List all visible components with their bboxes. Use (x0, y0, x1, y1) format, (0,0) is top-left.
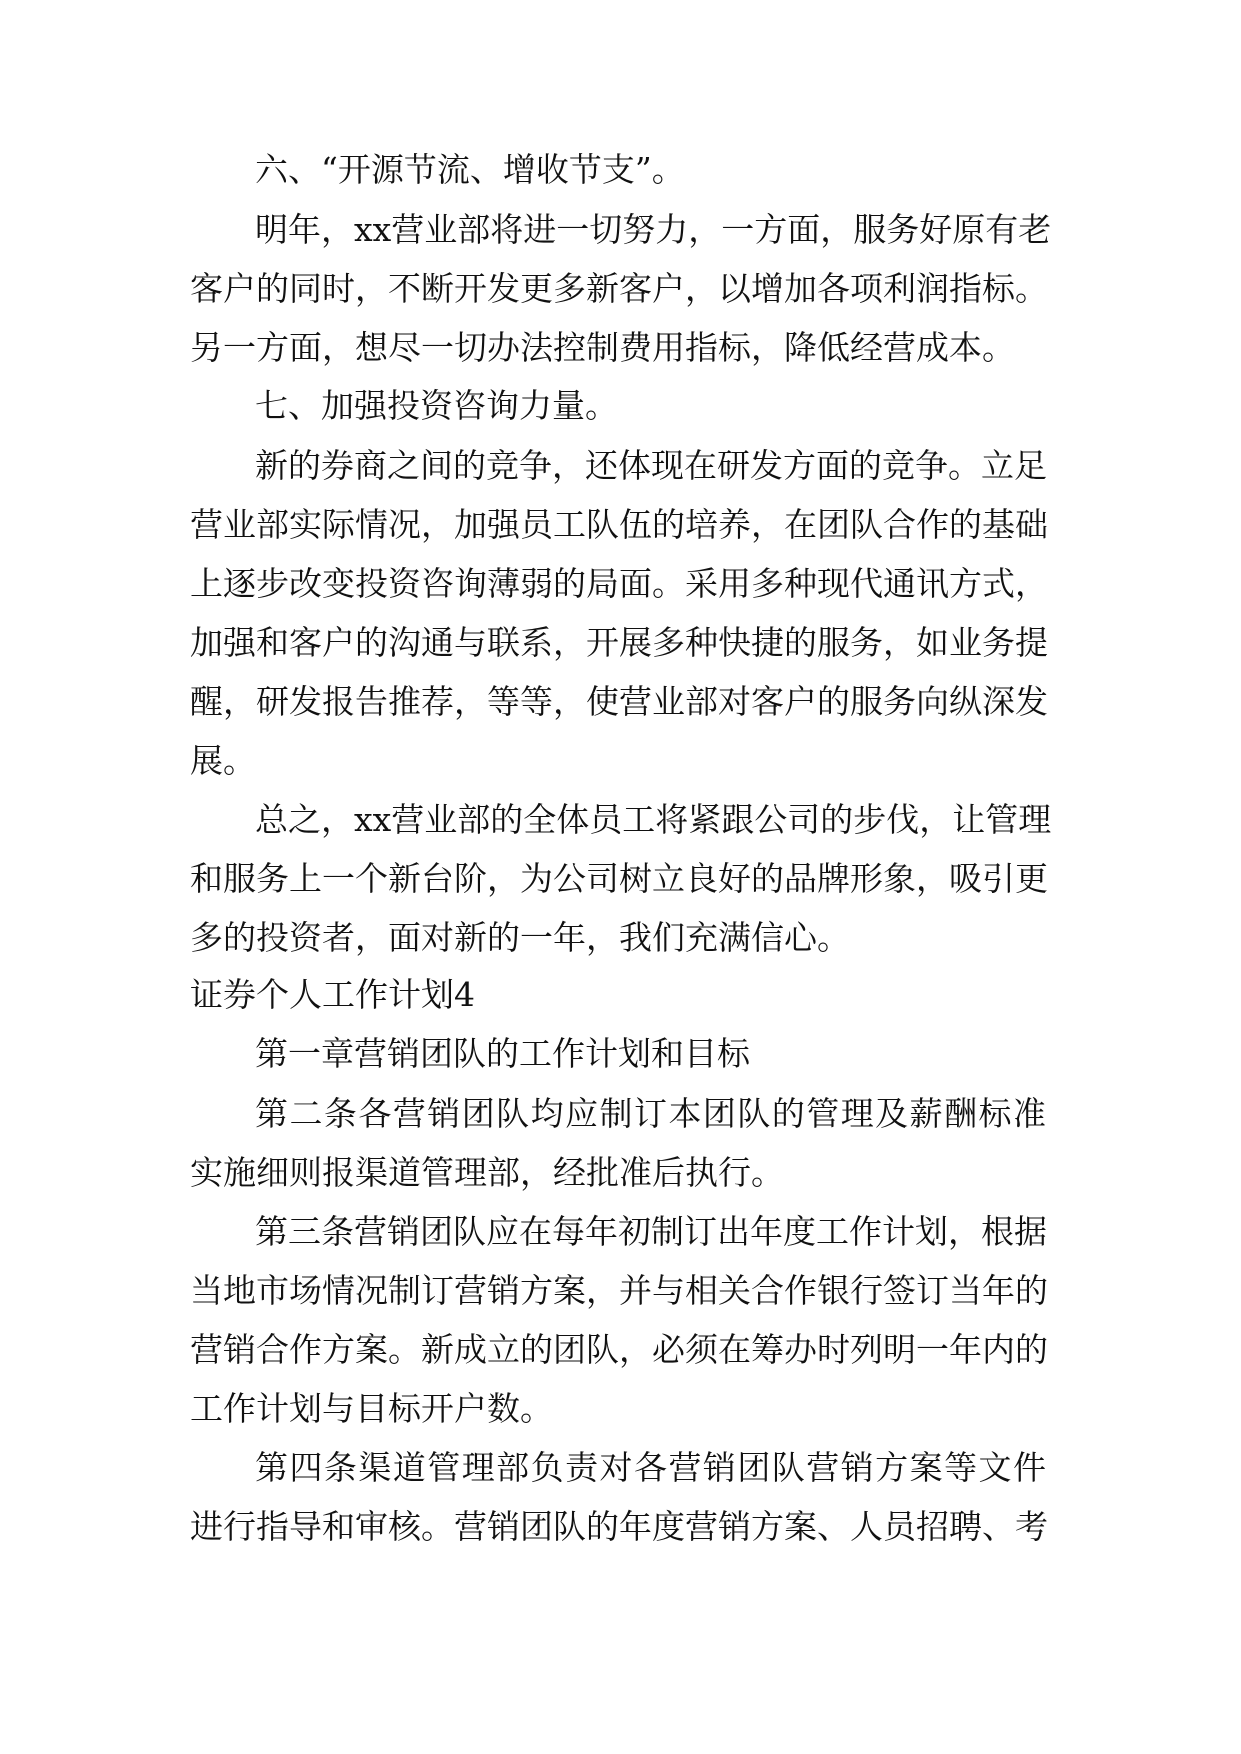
paragraph-line: 和服务上一个新台阶，为公司树立良好的品牌形象，吸引更 (190, 859, 1048, 898)
paragraph-line: 总之，xx营业部的全体员工将紧跟公司的步伐，让管理 (255, 800, 1052, 839)
paragraph-line: 进行指导和审核。营销团队的年度营销方案、人员招聘、考 (190, 1507, 1048, 1546)
chapter-heading: 第一章营销团队的工作计划和目标 (255, 1034, 750, 1073)
paragraph-line: 第三条营销团队应在每年初制订出年度工作计划，根据 (255, 1212, 1047, 1251)
paragraph-line: 多的投资者，面对新的一年，我们充满信心。 (190, 918, 850, 957)
paragraph-line: 加强和客户的沟通与联系，开展多种快捷的服务，如业务提 (190, 623, 1048, 662)
paragraph-line: 营业部实际情况，加强员工队伍的培养，在团队合作的基础 (190, 505, 1048, 544)
paragraph-line: 展。 (190, 741, 256, 780)
paragraph-line: 营销合作方案。新成立的团队，必须在筹办时列明一年内的 (190, 1330, 1048, 1369)
document-title: 证券个人工作计划4 (190, 975, 475, 1014)
paragraph-line: 第四条渠道管理部负责对各营销团队营销方案等文件 (255, 1448, 1046, 1487)
paragraph-line: 工作计划与目标开户数。 (190, 1389, 553, 1428)
paragraph-line: 上逐步改变投资咨询薄弱的局面。采用多种现代通讯方式， (190, 564, 1048, 603)
paragraph-line: 醒，研发报告推荐，等等，使营业部对客户的服务向纵深发 (190, 682, 1048, 721)
paragraph-line: 当地市场情况制订营销方案，并与相关合作银行签订当年的 (190, 1271, 1048, 1310)
paragraph-line: 客户的同时，不断开发更多新客户，以增加各项利润指标。 (190, 269, 1048, 308)
paragraph-line: 第二条各营销团队均应制订本团队的管理及薪酬标准 (255, 1094, 1046, 1133)
section-heading-6: 六、“开源节流、增收节支”。 (255, 150, 685, 189)
paragraph-line: 实施细则报渠道管理部，经批准后执行。 (190, 1153, 784, 1192)
paragraph-line: 另一方面，想尽一切办法控制费用指标，降低经营成本。 (190, 328, 1015, 367)
section-heading-7: 七、加强投资咨询力量。 (255, 386, 618, 425)
paragraph-line: 新的券商之间的竞争，还体现在研发方面的竞争。立足 (255, 446, 1047, 485)
paragraph-line: 明年，xx营业部将进一切努力，一方面，服务好原有老 (255, 210, 1052, 249)
